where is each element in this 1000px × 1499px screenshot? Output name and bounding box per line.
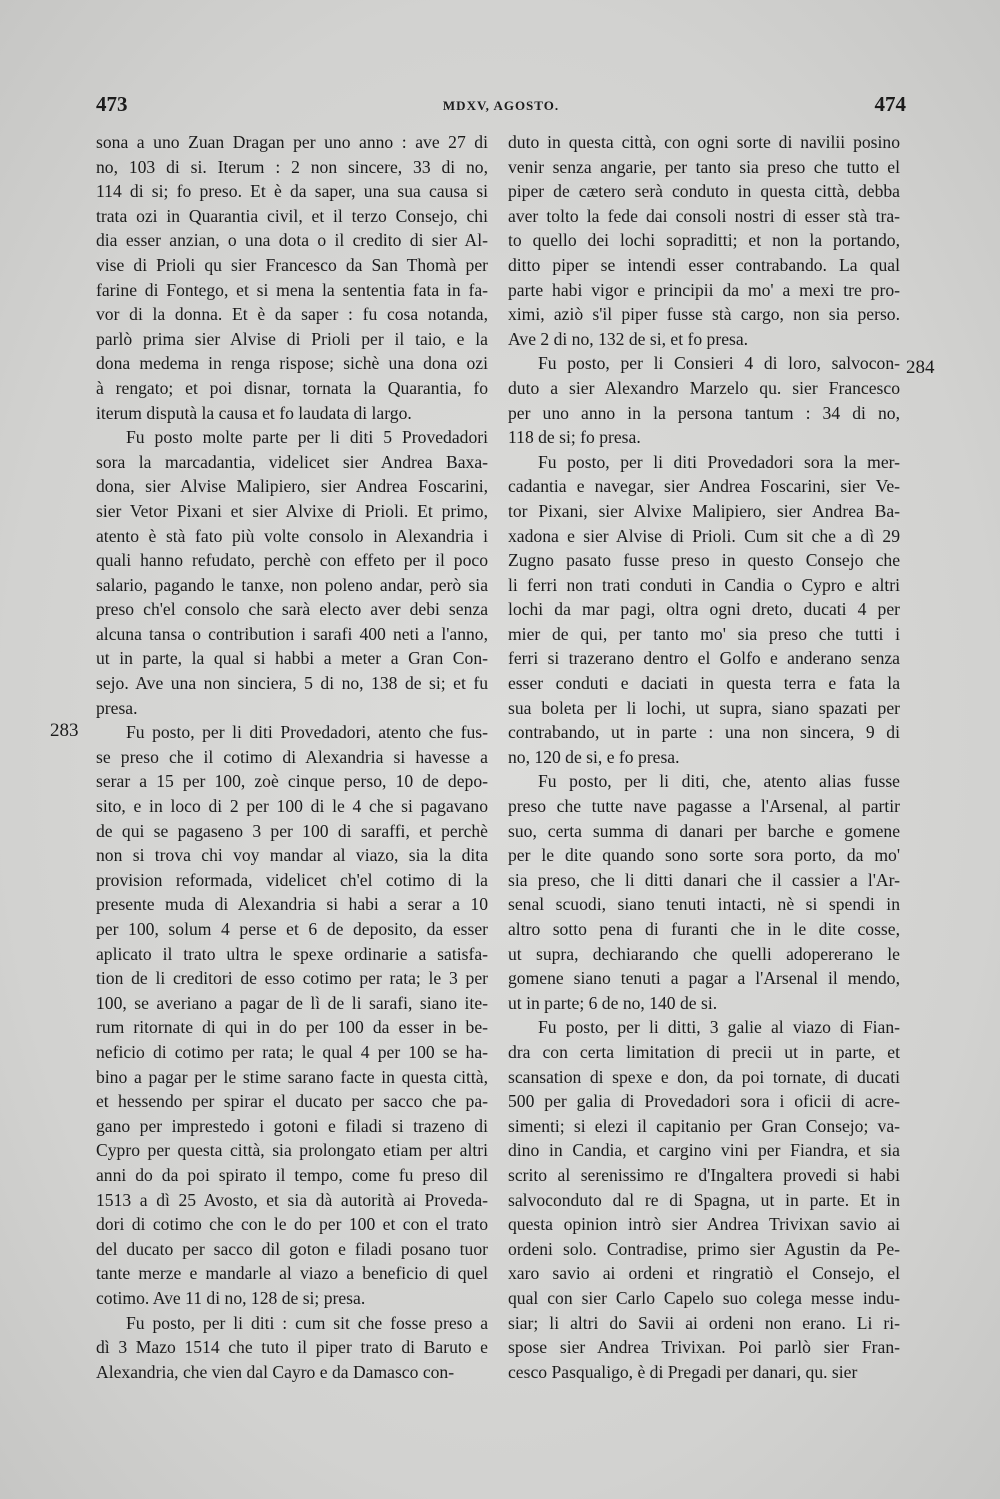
running-title: MDXV, AGOSTO. — [442, 98, 560, 113]
page-number-left: 473 — [96, 92, 128, 116]
text-line: xaro savio ai ordeni et ringratiò el Consejo, el — [508, 1263, 900, 1284]
text-line: Fu posto, per li diti, che, atento alias fusse — [538, 771, 900, 792]
text-line: scrito al serenissimo re d'Ingaltera provedi si habi — [508, 1164, 900, 1185]
text-line: alcuna tansa o contribution i sarafi 400 neti a l'anno, — [96, 623, 488, 644]
text-line: presa. — [96, 697, 138, 718]
text-line: duto in questa città, con ogni sorte di navilii posino — [508, 132, 900, 152]
text-line: Alexandria, che vien dal Cayro e da Damasco con- — [96, 1361, 455, 1382]
text-line: 500 per galia di Provedadori sora i oficii di acre- — [508, 1091, 900, 1112]
text-line: per 100, solum 4 perse et 6 de deposito, da esser — [96, 919, 488, 939]
text-line: 100, se averiano a pagar de lì de li sarafi, siano ite- — [96, 992, 488, 1013]
text-line: Fu posto, per li diti : cum sit che fosse preso a — [126, 1312, 488, 1333]
text-line: sito, e in loco di 2 per 100 di le 4 che si pagavano — [96, 796, 488, 817]
text-line: li ferri non trati conduti in Candia o Cypro e altri — [508, 574, 900, 595]
text-line: sua boleta per li lochi, ut supra, siano spazati per — [508, 697, 900, 718]
text-line: ut supra, dechiarando che quelli adopererano le — [508, 943, 900, 964]
text-line: del ducato per sacco dil goton e filadi posano tuor — [96, 1238, 488, 1259]
text-line: salvoconduto dal re di Spagna, ut in parte. Et in — [508, 1189, 900, 1210]
text-line: ximi, aziò s'il piper fusse stà cargo, non sia perso. — [508, 304, 900, 325]
text-line: bino a pagar per le stime sarano facte in questa città, — [96, 1066, 488, 1087]
text-line: esser conduti e daciati in questa terra e fata la — [508, 673, 900, 694]
text-line: sona a uno Zuan Dragan per uno anno : ave 27 di — [96, 132, 488, 152]
text-line: trata ozi in Quarantia civil, et il terzo Consejo, chi — [96, 205, 488, 226]
text-line: piper de cætero serà conduto in questa città, debba — [508, 181, 900, 202]
text-line: Fu posto, per li ditti, 3 galie al viazo di Fian- — [538, 1017, 900, 1038]
right-column — [508, 130, 900, 1384]
text-line: suo, certa summa di danari per barche e gomene — [508, 820, 900, 841]
text-line: qual con sier Carlo Capelo suo colega messe indu- — [508, 1287, 900, 1308]
text-line: iterum disputà la causa et fo laudata di largo. — [96, 402, 412, 423]
text-line: de qui se pagaseno 3 per 100 di saraffi, et perchè — [96, 820, 488, 841]
text-line: contrabando, ut in parte : una non sincera, 9 di — [508, 722, 900, 743]
text-line: dino in Candia, et cargino vini per Fiandra, et sia — [508, 1140, 900, 1161]
text-line: cesco Pasqualigo, è di Pregadi per danari, qu. sier — [508, 1361, 858, 1382]
text-line: dori di cotimo che con le do per 100 et con el trato — [96, 1214, 488, 1235]
text-line: lochi da mar pagi, oltra ogni dreto, ducati 4 per — [508, 599, 900, 620]
text-line: senal scuodi, siano tenuti intacti, nè si spendi in — [508, 894, 900, 915]
text-line: no, 120 de si, e fo presa. — [508, 746, 680, 767]
text-line: rum ritornate di qui in do per 100 da esser in be- — [96, 1017, 488, 1038]
text-line: 1513 a dì 25 Avosto, et sia dà autorità ai Proveda- — [96, 1189, 488, 1210]
text-line: et hessendo per spirar el ducato per sacco che pa- — [96, 1091, 488, 1112]
text-line: dona, sier Alvise Malipiero, sier Andrea Foscarini, — [96, 476, 488, 497]
left-column — [96, 130, 488, 1384]
text-line: dra con certa limitation di precii ut in parte, et — [508, 1041, 900, 1062]
margin-note-left: 283 — [50, 720, 79, 741]
text-line: simenti; si elezi il capitanio per Gran Consejo; va- — [508, 1115, 900, 1136]
text-line: vise di Prioli qu sier Francesco da San Thomà per — [96, 254, 488, 275]
text-line: Fu posto molte parte per li diti 5 Provedadori — [126, 427, 488, 448]
text-line: duto a sier Alexandro Marzelo qu. sier Francesco — [508, 377, 900, 398]
text-line: sier Vetor Pixani et sier Alvixe di Prioli. Et primo, — [96, 500, 488, 521]
text-line: ferri si trazerano dentro el Golfo e anderano senza — [508, 648, 900, 669]
text-line: non si trova chi voy mandar al viazo, sia la dita — [96, 845, 488, 866]
text-line: tion de li creditori de esso cotimo per rata; le 3 per — [96, 968, 488, 989]
text-line: 114 di si; fo preso. Et è da saper, una sua causa si — [96, 181, 488, 202]
text-line: farine di Fontego, et si mena la sententia fata in fa- — [96, 279, 488, 300]
text-line: atento è stà fato più volte consolo in Alexandria i — [96, 525, 488, 546]
text-line: scansation di spexe e don, da poi tornate, di ducati — [508, 1066, 900, 1087]
text-line: preso ch'el consolo che sarà electo aver debi senza — [96, 599, 488, 620]
text-line: provision reformada, videlicet ch'el cotimo di la — [96, 869, 488, 890]
text-line: no, 103 di si. Iterum : 2 non sincere, 33 di no, — [96, 156, 488, 177]
text-line: parte habi vigor e principii da mo' a mexi tre pro- — [508, 279, 900, 300]
text-line: ut in parte; 6 de no, 140 de si. — [508, 992, 718, 1013]
text-line: Zugno pasato fusse preso in questo Consejo che — [508, 550, 900, 571]
text-line: quali hanno refudato, perchè con effeto per il poco — [96, 550, 488, 571]
text-line: cotimo. Ave 11 di no, 128 de si; presa. — [96, 1287, 366, 1308]
text-line: spose sier Andrea Trivixan. Poi parlò sier Fran- — [508, 1337, 900, 1358]
text-line: mier de qui, per tanto mo' sia preso che tutti i — [508, 623, 900, 644]
text-line: se preso che il cotimo di Alexandria si havesse a — [96, 746, 488, 767]
text-line: salario, pagando le tanxe, non poleno andar, però sia — [96, 574, 488, 595]
text-line: dia esser anzian, o una dota o il credito di sier Al- — [96, 230, 488, 251]
text-line: gomene siano tenuti a pagar a l'Arsenal il mendo, — [508, 968, 900, 989]
text-line: sia preso, che li ditti danari che il cassier a l'Ar- — [508, 869, 900, 890]
text-line: Fu posto, per li diti Provedadori sora la mer- — [538, 451, 900, 472]
text-line: ordeni solo. Contradise, primo sier Agustin da Pe- — [508, 1238, 900, 1259]
text-line: dì 3 Mazo 1514 che tuto il piper trato di Baruto e — [96, 1337, 488, 1358]
text-line: altro sotto pena di furanti che in le dite cosse, — [508, 919, 900, 939]
text-line: Fu posto, per li diti Provedadori, atento che fus- — [126, 722, 488, 743]
text-line: neficio di cotimo per rata; le qual 4 per 100 se ha- — [96, 1041, 488, 1062]
text-line: venir senza angarie, per tanto sia preso che tutto el — [508, 156, 900, 177]
text-line: xadona e sier Alvise di Prioli. Cum sit che a dì 29 — [508, 525, 900, 546]
text-line: per le dite quando sono sorte sora porto, da mo' — [508, 845, 900, 866]
text-line: aver tolto la fede dai consoli nostri di esser stà tra- — [508, 205, 900, 226]
text-line: siar; li altri do Savii ai ordeni non erano. Li ri- — [508, 1312, 900, 1333]
text-line: à rengato; et poi disnar, tornata la Quarantia, fo — [96, 377, 488, 398]
text-line: questa opinion intrò sier Andrea Trivixan savio ai — [508, 1214, 900, 1235]
page-header — [96, 92, 906, 122]
text-line: ut in parte, la qual si habbi a meter a Gran Con- — [96, 648, 488, 669]
text-line: tor Pixani, sier Alvixe Malipiero, sier Andrea Ba- — [508, 500, 900, 521]
text-line: gano per imprestedo i gotoni e filadi si trazeno di — [96, 1115, 488, 1136]
text-line: to quello dei lochi sopraditti; et non la portando, — [508, 230, 900, 251]
text-line: ditto piper se intendi esser contrabando. La qual — [508, 254, 900, 275]
text-line: Ave 2 di no, 132 de si, et fo presa. — [508, 328, 749, 349]
text-line: aplicato il trato ultra le spexe ordinarie a satisfa- — [96, 943, 488, 964]
text-line: preso che tutte nave pagasse a l'Arsenal, al partir — [508, 796, 900, 817]
text-line: sora la marcadantia, videlicet sier Andrea Baxa- — [96, 451, 488, 472]
text-line: tante merze e mandarle al viazo a beneficio di quel — [96, 1263, 488, 1284]
text-line: parlò prima sier Alvise di Prioli per il taio, e la — [96, 328, 488, 349]
text-line: cadantia e navegar, sier Andrea Foscarini, sier Ve- — [508, 476, 900, 497]
text-line: Fu posto, per li Consieri 4 di loro, salvocon- — [538, 353, 900, 374]
text-line: Cypro per questa città, sia prolongato etiam per altri — [96, 1140, 488, 1161]
text-line: dona medema in renga rispose; sichè una dona ozi — [96, 353, 488, 374]
page-number-right: 474 — [874, 92, 906, 116]
text-line: vor di la donna. Et è da saper : fu cosa notanda, — [96, 304, 488, 325]
text-line: serar a 15 per 100, zoè cinque perso, 10 de depo- — [96, 771, 488, 792]
text-line: presente muda di Alexandria si habi a serar a 10 — [96, 894, 488, 915]
text-line: 118 de si; fo presa. — [508, 427, 641, 448]
text-line: anni do da poi spirato il tempo, come fu preso dil — [96, 1164, 488, 1185]
text-line: sejo. Ave una non sinciera, 5 di no, 138 de si; et fu — [96, 673, 488, 694]
text-line: per uno anno in la persona tantum : 34 di no, — [508, 402, 900, 423]
margin-note-right: 284 — [906, 357, 935, 378]
